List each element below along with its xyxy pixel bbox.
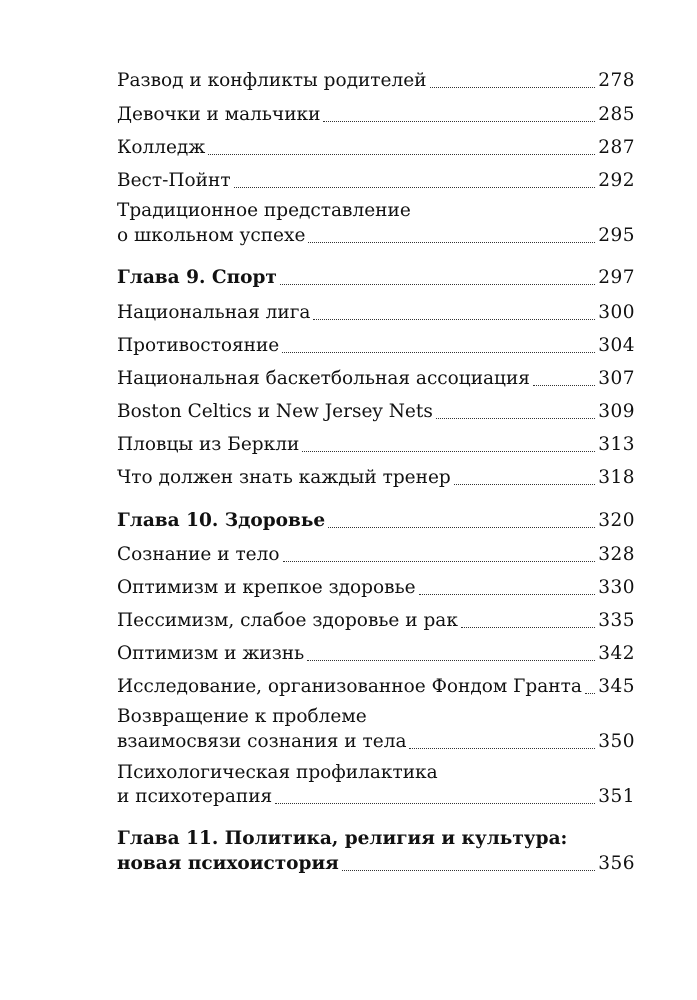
- chapter-label: Глава 9.: [117, 267, 206, 288]
- toc-entry-title: Вест-Пойнт: [117, 170, 231, 191]
- toc-entry-title: Спорт: [211, 267, 277, 288]
- toc-entry-title: и психотерапия: [117, 786, 273, 807]
- dot-leader: [307, 660, 595, 661]
- toc-entry-title: взаимосвязи сознания и тела: [117, 731, 407, 752]
- toc-entry-title: новая психоистория: [117, 853, 339, 874]
- dot-leader: [282, 352, 595, 353]
- dot-leader: [533, 385, 595, 386]
- dot-leader: [302, 451, 595, 452]
- toc-entry: [117, 133, 635, 163]
- toc-chapter-title-part: Политика, религия и культура:: [224, 828, 568, 849]
- toc-entry: [117, 221, 635, 251]
- toc-chapter-entry: [117, 506, 635, 536]
- toc-entry: [117, 463, 635, 493]
- toc-entry-page: 313: [598, 434, 635, 455]
- toc-entry-title: Девочки и мальчики: [117, 104, 321, 125]
- toc-entry-page: 328: [598, 544, 635, 565]
- toc-entry: [117, 606, 635, 636]
- toc-entry-title-line1: Традиционное представление: [117, 200, 411, 221]
- toc-entry-title: Развод и конфликты родителей: [117, 70, 427, 91]
- dot-leader: [208, 154, 595, 155]
- toc-entry-page: 335: [598, 610, 635, 631]
- toc-entry: [117, 100, 635, 130]
- toc-entry-page: 287: [598, 137, 635, 158]
- dot-leader: [585, 693, 595, 694]
- toc-entry: [117, 727, 635, 757]
- toc-entry-page: 300: [598, 302, 635, 323]
- toc-chapter-entry: [117, 263, 635, 293]
- toc-entry-title: Сознание и тело: [117, 544, 280, 565]
- toc-entry-page: 304: [598, 335, 635, 356]
- dot-leader: [454, 484, 595, 485]
- dot-leader: [430, 87, 596, 88]
- toc-entry: [117, 397, 635, 427]
- toc-entry-title: Здоровье: [224, 510, 326, 531]
- toc-entry-page: 350: [598, 731, 635, 752]
- toc-entry: [117, 573, 635, 603]
- toc-entry-title: Колледж: [117, 137, 206, 158]
- toc-entry-page: 356: [598, 853, 635, 874]
- dot-leader: [323, 121, 595, 122]
- toc-entry-page: 318: [598, 467, 635, 488]
- toc-entry-title: Пловцы из Беркли: [117, 434, 300, 455]
- dot-leader: [419, 594, 596, 595]
- toc-entry-page: 320: [598, 510, 635, 531]
- chapter-label: Глава 10.: [117, 510, 219, 531]
- toc-entry-page: 297: [598, 267, 635, 288]
- dot-leader: [328, 527, 595, 528]
- toc-entry-title: Что должен знать каждый тренер: [117, 467, 451, 488]
- toc-entry-page: 342: [598, 643, 635, 664]
- toc-entry: [117, 540, 635, 570]
- toc-entry: [117, 298, 635, 328]
- toc-entry-page: 309: [598, 401, 635, 422]
- toc-entry: [117, 364, 635, 394]
- toc-entry-title: Противостояние: [117, 335, 280, 356]
- toc-chapter-entry: [117, 849, 635, 879]
- toc-entry-title: Национальная лига: [117, 302, 311, 323]
- toc-entry-title-line1: Психологическая профилактика: [117, 762, 438, 783]
- dot-leader: [308, 242, 595, 243]
- toc-entry-page: 307: [598, 368, 635, 389]
- toc-entry-page: 278: [598, 70, 635, 91]
- dot-leader: [461, 627, 595, 628]
- toc-entry: [117, 782, 635, 812]
- toc-entry-title: Пессимизм, слабое здоровье и рак: [117, 610, 458, 631]
- dot-leader: [342, 870, 595, 871]
- dot-leader: [313, 319, 595, 320]
- toc-entry-page: 330: [598, 577, 635, 598]
- toc-entry-page: 292: [598, 170, 635, 191]
- toc-entry-title: Boston Celtics и New Jersey Nets: [117, 401, 433, 422]
- toc-entry-page: 295: [598, 225, 635, 246]
- toc-entry-title: Оптимизм и крепкое здоровье: [117, 577, 416, 598]
- chapter-label: Глава 11.: [117, 828, 219, 849]
- dot-leader: [283, 561, 596, 562]
- toc-entry: [117, 672, 635, 702]
- toc-entry: [117, 430, 635, 460]
- toc-entry: [117, 66, 635, 96]
- toc-entry-title: Оптимизм и жизнь: [117, 643, 305, 664]
- dot-leader: [234, 187, 596, 188]
- toc-entry-title: Исследование, организованное Фондом Гранта: [117, 676, 582, 697]
- toc-entry-page: 285: [598, 104, 635, 125]
- toc-entry-page: 345: [598, 676, 635, 697]
- dot-leader: [280, 284, 595, 285]
- toc-entry-title: Национальная баскетбольная ассоциация: [117, 368, 530, 389]
- dot-leader: [275, 803, 595, 804]
- toc-entry: [117, 331, 635, 361]
- toc-entry-page: 351: [598, 786, 635, 807]
- dot-leader: [409, 748, 595, 749]
- toc-entry: [117, 639, 635, 669]
- toc-entry-title-line1: Возвращение к проблеме: [117, 706, 367, 727]
- toc-entry-title: о школьном успехе: [117, 225, 306, 246]
- dot-leader: [436, 418, 595, 419]
- toc-entry: [117, 166, 635, 196]
